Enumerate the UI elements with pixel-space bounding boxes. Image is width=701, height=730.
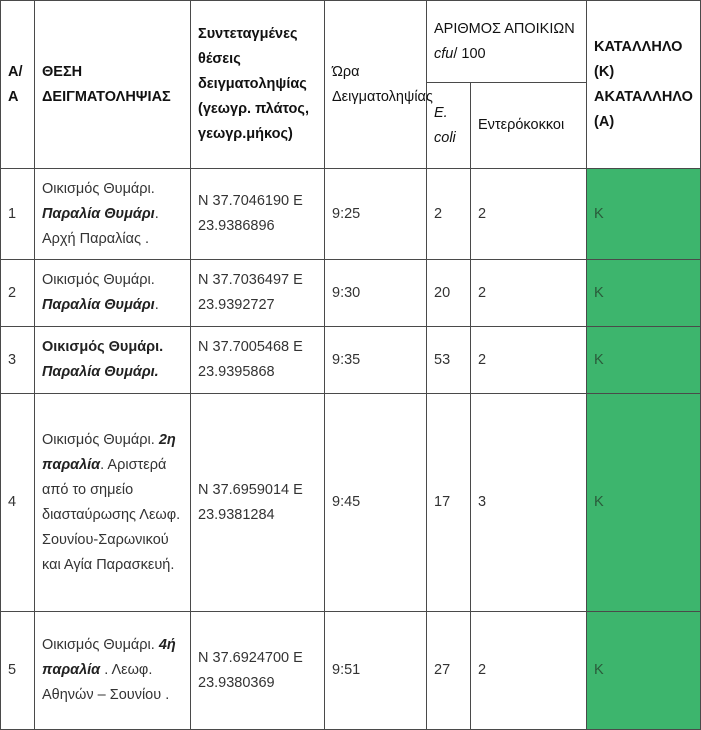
cell-coords: N 37.6959014 E 23.9381284	[191, 394, 325, 612]
cell-location	[35, 394, 191, 612]
cell-ecoli: 17	[427, 394, 471, 612]
header-location: ΘΕΣΗ ΔΕΙΓΜΑΤΟΛΗΨΙΑΣ	[35, 1, 191, 169]
location-beach: Παραλία Θυμάρι	[42, 297, 155, 313]
header-colonies-text: ΑΡΙΘΜΟΣ ΑΠΟΙΚΙΩΝ	[434, 20, 575, 37]
cell-aa: 4	[1, 394, 35, 612]
table-row	[1, 394, 701, 612]
cell-aa: 1	[1, 169, 35, 260]
cell-ecoli: 2	[427, 169, 471, 260]
cell-location	[35, 327, 191, 394]
cell-location	[35, 612, 191, 730]
header-aa: Α/Α	[1, 1, 35, 169]
cell-coords: N 37.7046190 E 23.9386896	[191, 169, 325, 260]
cell-category: Κ	[587, 169, 701, 260]
cell-entero: 3	[471, 394, 587, 612]
location-text: Οικισμός Θυμάρι.	[42, 180, 155, 197]
location-beach: 2η παραλία	[42, 431, 176, 473]
location-text: Οικισμός Θυμάρι.	[42, 339, 164, 355]
table-row	[1, 612, 701, 730]
cell-aa: 5	[1, 612, 35, 730]
cell-time: 9:25	[325, 169, 427, 260]
cell-ecoli: 53	[427, 327, 471, 394]
location-text: Οικισμός Θυμάρι.	[42, 431, 159, 448]
table-row	[1, 169, 701, 260]
cell-aa: 3	[1, 327, 35, 394]
location-beach: Παραλία Θυμάρι.	[42, 364, 159, 380]
header-category: ΚΑΤΑΛΛΗΛΟ (Κ) ΑΚΑΤΑΛΛΗΛΟ (Α)	[587, 1, 701, 169]
header-coords: Συντεταγμένες θέσεις δειγματοληψίας (γεωγρ. πλάτος, γεωγρ.μήκος)	[191, 1, 325, 169]
cell-entero: 2	[471, 612, 587, 730]
cell-ecoli: 27	[427, 612, 471, 730]
header-colonies	[427, 1, 587, 83]
cell-aa: 2	[1, 260, 35, 327]
location-beach: 4ή παραλία	[42, 637, 176, 678]
location-detail: . Λεωφ. Αθηνών – Σουνίου .	[42, 662, 170, 703]
cell-entero: 2	[471, 169, 587, 260]
header-colonies-unit: cfu	[434, 45, 454, 62]
cell-time: 9:30	[325, 260, 427, 327]
cell-location	[35, 260, 191, 327]
cell-entero: 2	[471, 327, 587, 394]
cell-coords: N 37.7005468 E 23.9395868	[191, 327, 325, 394]
header-ecoli: E. coli	[427, 83, 471, 169]
table-row	[1, 260, 701, 327]
cell-category: Κ	[587, 327, 701, 394]
cell-category: Κ	[587, 612, 701, 730]
location-detail: . Αρχή Παραλίας .	[42, 205, 159, 247]
cell-ecoli: 20	[427, 260, 471, 327]
header-entero: Εντερόκοκκοι	[471, 83, 587, 169]
header-time: Ώρα Δειγματοληψίας	[325, 1, 427, 169]
table-row	[1, 327, 701, 394]
location-text: Οικισμός Θυμάρι.	[42, 637, 159, 653]
location-detail: . Αριστερά από το σημείο διασταύρωσης Λεωφ. Σουνίου-Σαρωνικού και Αγία Παρασκευή.	[42, 456, 181, 573]
location-detail: .	[154, 297, 159, 313]
cell-time: 9:35	[325, 327, 427, 394]
cell-time: 9:51	[325, 612, 427, 730]
header-colonies-suffix: / 100	[453, 45, 486, 62]
cell-category: Κ	[587, 260, 701, 327]
cell-location	[35, 169, 191, 260]
cell-coords: N 37.6924700 E 23.9380369	[191, 612, 325, 730]
location-beach: Παραλία Θυμάρι	[42, 205, 155, 222]
location-text: Οικισμός Θυμάρι.	[42, 272, 155, 288]
cell-coords: N 37.7036497 E 23.9392727	[191, 260, 325, 327]
cell-entero: 2	[471, 260, 587, 327]
cell-time: 9:45	[325, 394, 427, 612]
cell-category: Κ	[587, 394, 701, 612]
